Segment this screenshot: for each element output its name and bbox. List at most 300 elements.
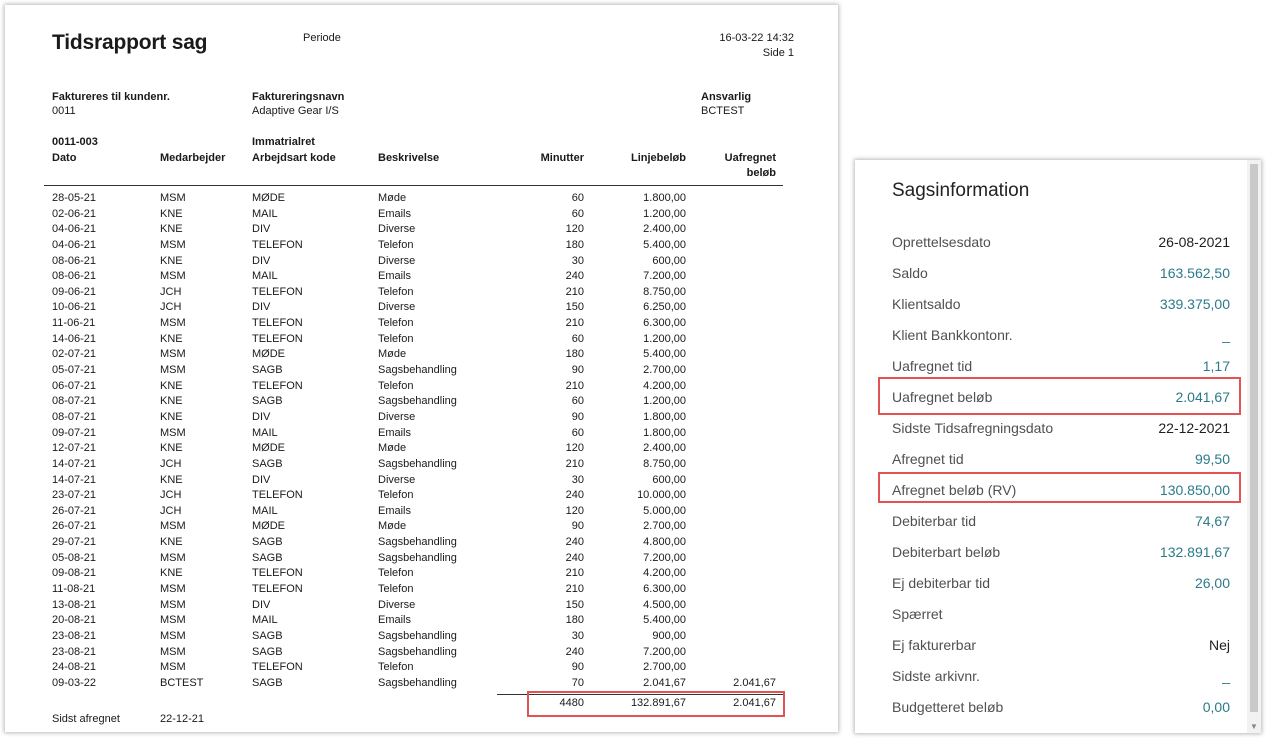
- table-row: [5, 238, 838, 254]
- cell-employee: MSM: [160, 426, 186, 439]
- info-field-label: Oprettelsesdato: [892, 234, 991, 250]
- cell-description: Telefon: [378, 332, 414, 345]
- cell-minutes: 30: [571, 473, 584, 486]
- info-field: [892, 661, 1230, 692]
- cell-line-amount: 1.200,00: [643, 395, 686, 408]
- cell-employee: MSM: [160, 598, 186, 611]
- cell-code: TELEFON: [252, 489, 303, 502]
- cell-employee: MSM: [160, 583, 186, 596]
- table-row: [5, 332, 838, 348]
- cell-description: Emails: [378, 614, 412, 627]
- cell-description: Sagsbehandling: [378, 457, 457, 470]
- cell-code: MAIL: [252, 270, 278, 283]
- total-line-amount: 132.891,67: [630, 697, 686, 709]
- cell-line-amount: 1.800,00: [643, 426, 686, 439]
- case-number: 0011-003: [52, 136, 98, 148]
- info-field-label: Uafregnet beløb: [892, 389, 993, 405]
- scroll-down-icon[interactable]: ▼: [1250, 722, 1258, 731]
- cell-description: Diverse: [378, 301, 416, 314]
- table-row: [5, 488, 838, 504]
- cell-employee: MSM: [160, 348, 186, 361]
- info-field-label: Spærret: [892, 606, 943, 622]
- cell-description: Diverse: [378, 473, 416, 486]
- cell-line-amount: 6.300,00: [643, 583, 686, 596]
- info-field-label: Debiterbart beløb: [892, 544, 1001, 560]
- cell-code: DIV: [252, 473, 271, 486]
- cell-line-amount: 5.400,00: [643, 614, 686, 627]
- cell-employee: KNE: [160, 254, 183, 267]
- time-report-page: [5, 5, 838, 732]
- cell-code: DIV: [252, 410, 271, 423]
- cell-line-amount: 2.700,00: [643, 661, 686, 674]
- cell-employee: KNE: [160, 332, 183, 345]
- table-row: [5, 394, 838, 410]
- cell-description: Telefon: [378, 567, 414, 580]
- cell-description: Sagsbehandling: [378, 676, 457, 689]
- info-field-label: Klient Bankkontonr.: [892, 327, 1013, 343]
- cell-line-amount: 2.700,00: [643, 520, 686, 533]
- cell-description: Møde: [378, 520, 407, 533]
- cell-date: 08-07-21: [52, 395, 97, 408]
- page-number: Side 1: [762, 47, 794, 59]
- cell-line-amount: 2.400,00: [643, 223, 686, 236]
- cell-code: DIV: [252, 301, 271, 314]
- cell-employee: KNE: [160, 536, 183, 549]
- cell-line-amount: 600,00: [652, 473, 686, 486]
- info-field: [892, 444, 1230, 475]
- cell-line-amount: 2.041,67: [643, 676, 686, 689]
- table-row: [5, 441, 838, 457]
- cell-minutes: 240: [565, 489, 584, 502]
- cell-employee: KNE: [160, 207, 183, 220]
- case-name: Immatrialret: [252, 136, 315, 148]
- cell-minutes: 180: [565, 238, 584, 251]
- cell-minutes: 210: [565, 285, 584, 298]
- cell-line-amount: 900,00: [652, 629, 686, 642]
- cell-employee: JCH: [160, 457, 182, 470]
- totals-highlight: [527, 691, 785, 717]
- cell-line-amount: 4.200,00: [643, 379, 686, 392]
- cell-code: SAGB: [252, 395, 283, 408]
- cell-code: TELEFON: [252, 238, 303, 251]
- cell-code: MØDE: [252, 442, 285, 455]
- period-label: Periode: [303, 32, 341, 44]
- header-unbilled-1: Uafregnet: [724, 152, 776, 164]
- cell-minutes: 60: [571, 332, 584, 345]
- cell-minutes: 70: [571, 676, 584, 689]
- info-field-value[interactable]: 130.850,00: [1159, 482, 1230, 498]
- cell-date: 13-08-21: [52, 598, 97, 611]
- cell-line-amount: 8.750,00: [643, 457, 686, 470]
- info-field-value[interactable]: 1,17: [1202, 358, 1230, 374]
- cell-employee: KNE: [160, 567, 183, 580]
- cell-date: 05-07-21: [52, 364, 97, 377]
- cell-employee: KNE: [160, 473, 183, 486]
- info-field: [892, 289, 1230, 320]
- cell-minutes: 210: [565, 567, 584, 580]
- info-field: [892, 506, 1230, 537]
- cell-description: Sagsbehandling: [378, 364, 457, 377]
- info-field-label: Ej debiterbar tid: [892, 575, 991, 591]
- cell-line-amount: 1.800,00: [643, 192, 686, 204]
- customer-value: 0011: [52, 105, 76, 117]
- info-field-value[interactable]: 0,00: [1202, 699, 1230, 715]
- cell-employee: MSM: [160, 551, 186, 564]
- cell-code: SAGB: [252, 629, 283, 642]
- cell-line-amount: 2.700,00: [643, 364, 686, 377]
- table-row: [5, 191, 838, 207]
- table-row: [5, 504, 838, 520]
- cell-employee: JCH: [160, 504, 182, 517]
- cell-code: TELEFON: [252, 332, 303, 345]
- panel-title: Sagsinformation: [892, 180, 1030, 201]
- cell-minutes: 60: [571, 207, 584, 220]
- cell-date: 14-07-21: [52, 457, 97, 470]
- info-field: [892, 568, 1230, 599]
- cell-minutes: 180: [565, 614, 584, 627]
- cell-minutes: 90: [571, 661, 584, 674]
- cell-description: Sagsbehandling: [378, 536, 457, 549]
- cell-date: 26-07-21: [52, 520, 97, 533]
- info-field-label: Sidste arkivnr.: [892, 668, 980, 684]
- scrollbar-thumb[interactable]: [1250, 164, 1258, 712]
- cell-date: 08-06-21: [52, 270, 97, 283]
- cell-date: 09-08-21: [52, 567, 97, 580]
- header-minutes: Minutter: [540, 152, 584, 164]
- total-unbilled: 2.041,67: [733, 697, 776, 709]
- cell-date: 11-08-21: [52, 583, 96, 596]
- cell-description: Sagsbehandling: [378, 629, 457, 642]
- cell-description: Emails: [378, 207, 412, 220]
- cell-minutes: 240: [565, 270, 584, 283]
- cell-code: TELEFON: [252, 379, 303, 392]
- header-unbilled-2: beløb: [746, 167, 776, 179]
- table-row: [5, 426, 838, 442]
- cell-date: 09-06-21: [52, 285, 97, 298]
- table-row: [5, 582, 838, 598]
- cell-code: TELEFON: [252, 583, 303, 596]
- cell-minutes: 90: [571, 520, 584, 533]
- table-row: [5, 645, 838, 661]
- cell-minutes: 90: [571, 410, 584, 423]
- table-row: [5, 379, 838, 395]
- info-field-value[interactable]: _: [1222, 327, 1230, 343]
- cell-description: Telefon: [378, 661, 414, 674]
- cell-description: Møde: [378, 348, 407, 361]
- cell-description: Emails: [378, 426, 412, 439]
- cell-employee: MSM: [160, 629, 186, 642]
- cell-minutes: 30: [571, 629, 584, 642]
- table-row: [5, 207, 838, 223]
- cell-date: 05-08-21: [52, 551, 97, 564]
- table-row: [5, 457, 838, 473]
- info-field-value[interactable]: 163.562,50: [1159, 265, 1230, 281]
- cell-date: 14-06-21: [52, 332, 97, 345]
- cell-code: DIV: [252, 223, 271, 236]
- info-field: [892, 630, 1230, 661]
- cell-description: Telefon: [378, 379, 414, 392]
- cell-code: SAGB: [252, 551, 283, 564]
- cell-line-amount: 4.800,00: [643, 536, 686, 549]
- info-field-value[interactable]: 2.041,67: [1175, 389, 1230, 405]
- cell-line-amount: 7.200,00: [643, 551, 686, 564]
- cell-description: Emails: [378, 504, 412, 517]
- info-field: [892, 692, 1230, 723]
- cell-code: DIV: [252, 254, 271, 267]
- info-field-value[interactable]: 132.891,67: [1159, 544, 1230, 560]
- cell-date: 24-08-21: [52, 661, 97, 674]
- cell-date: 09-07-21: [52, 426, 97, 439]
- cell-date: 14-07-21: [52, 473, 97, 486]
- info-field-value[interactable]: 74,67: [1194, 513, 1230, 529]
- cell-minutes: 150: [565, 301, 584, 314]
- cell-employee: MSM: [160, 238, 186, 251]
- info-field-label: Afregnet beløb (RV): [892, 482, 1017, 498]
- cell-minutes: 240: [565, 536, 584, 549]
- table-row: [5, 300, 838, 316]
- cell-description: Sagsbehandling: [378, 551, 457, 564]
- info-field: [892, 227, 1230, 258]
- info-field-label: Klientsaldo: [892, 296, 961, 312]
- cell-date: 02-07-21: [52, 348, 97, 361]
- cell-code: MAIL: [252, 207, 278, 220]
- cell-description: Telefon: [378, 583, 414, 596]
- cell-date: 28-05-21: [52, 192, 97, 204]
- cell-line-amount: 4.500,00: [643, 598, 686, 611]
- cell-date: 20-08-21: [52, 614, 97, 627]
- cell-date: 06-07-21: [52, 379, 97, 392]
- info-field: [892, 537, 1230, 568]
- table-row: [5, 519, 838, 535]
- table-row: [5, 566, 838, 582]
- cell-code: DIV: [252, 598, 271, 611]
- info-field: [892, 413, 1230, 444]
- table-row: [5, 347, 838, 363]
- table-row: [5, 269, 838, 285]
- cell-minutes: 60: [571, 395, 584, 408]
- header-employee: Medarbejder: [160, 152, 226, 164]
- cell-description: Sagsbehandling: [378, 645, 457, 658]
- info-field-label: Uafregnet tid: [892, 358, 973, 374]
- cell-employee: JCH: [160, 285, 182, 298]
- table-row: [5, 551, 838, 567]
- cell-code: TELEFON: [252, 317, 303, 330]
- cell-description: Telefon: [378, 238, 414, 251]
- cell-code: SAGB: [252, 364, 283, 377]
- customer-label: Faktureres til kundenr.: [52, 91, 170, 103]
- cell-date: 02-06-21: [52, 207, 97, 220]
- cell-description: Telefon: [378, 285, 414, 298]
- info-field-value[interactable]: _: [1222, 668, 1230, 684]
- unbilled-amount-highlight: [878, 377, 1241, 415]
- cell-minutes: 60: [571, 192, 584, 204]
- cell-line-amount: 1.200,00: [643, 207, 686, 220]
- case-info-panel: [855, 160, 1261, 733]
- cell-code: MØDE: [252, 520, 285, 533]
- panel-scrollbar[interactable]: [1247, 160, 1261, 733]
- cell-description: Diverse: [378, 254, 416, 267]
- info-field-value: Nej: [1208, 637, 1230, 653]
- cell-date: 04-06-21: [52, 223, 97, 236]
- cell-employee: KNE: [160, 395, 183, 408]
- cell-date: 11-06-21: [52, 317, 96, 330]
- cell-line-amount: 600,00: [652, 254, 686, 267]
- header-line-amount: Linjebeløb: [631, 152, 686, 164]
- cell-employee: MSM: [160, 614, 186, 627]
- info-field-value[interactable]: 339.375,00: [1159, 296, 1230, 312]
- table-row: [5, 598, 838, 614]
- cell-code: TELEFON: [252, 567, 303, 580]
- cell-minutes: 150: [565, 598, 584, 611]
- cell-line-amount: 5.400,00: [643, 348, 686, 361]
- info-field-value: 26-08-2021: [1158, 234, 1230, 250]
- cell-description: Møde: [378, 442, 407, 455]
- cell-employee: KNE: [160, 223, 183, 236]
- cell-minutes: 210: [565, 457, 584, 470]
- cell-line-amount: 7.200,00: [643, 270, 686, 283]
- info-field-value[interactable]: 26,00: [1194, 575, 1230, 591]
- last-billed-value: 22-12-21: [160, 713, 205, 725]
- info-field-label: Afregnet tid: [892, 451, 964, 467]
- table-row: [5, 535, 838, 551]
- table-row: [5, 316, 838, 332]
- cell-line-amount: 10.000,00: [637, 489, 686, 502]
- cell-employee: KNE: [160, 442, 183, 455]
- cell-code: SAGB: [252, 457, 283, 470]
- cell-minutes: 210: [565, 583, 584, 596]
- cell-employee: MSM: [160, 645, 186, 658]
- cell-employee: MSM: [160, 364, 186, 377]
- info-field: [892, 599, 1230, 630]
- cell-line-amount: 5.000,00: [643, 504, 686, 517]
- table-row: [5, 629, 838, 645]
- last-billed-label: Sidst afregnet: [52, 713, 120, 725]
- table-row: [5, 473, 838, 489]
- report-datetime: 16-03-22 14:32: [719, 32, 794, 44]
- info-field-value: 22-12-2021: [1158, 420, 1230, 436]
- cell-employee: MSM: [160, 192, 186, 204]
- total-minutes: 4480: [559, 697, 584, 709]
- cell-date: 08-06-21: [52, 254, 97, 267]
- responsible-value: BCTEST: [701, 105, 745, 117]
- header-code: Arbejdsart kode: [252, 152, 336, 164]
- table-row: [5, 254, 838, 270]
- cell-employee: MSM: [160, 317, 186, 330]
- cell-code: MAIL: [252, 504, 278, 517]
- cell-line-amount: 1.800,00: [643, 410, 686, 423]
- header-description: Beskrivelse: [378, 152, 440, 164]
- cell-minutes: 120: [565, 504, 584, 517]
- cell-line-amount: 4.200,00: [643, 567, 686, 580]
- cell-line-amount: 5.400,00: [643, 238, 686, 251]
- cell-code: MAIL: [252, 426, 278, 439]
- billed-amount-highlight: [878, 472, 1241, 503]
- cell-minutes: 120: [565, 442, 584, 455]
- table-row: [5, 613, 838, 629]
- table-row: [5, 660, 838, 676]
- cell-date: 12-07-21: [52, 442, 97, 455]
- cell-date: 04-06-21: [52, 238, 97, 251]
- billing-name-value: Adaptive Gear I/S: [252, 105, 339, 117]
- cell-employee: MSM: [160, 520, 186, 533]
- cell-date: 23-08-21: [52, 629, 97, 642]
- cell-description: Diverse: [378, 598, 416, 611]
- time-entries-table: [5, 191, 838, 692]
- cell-code: MØDE: [252, 348, 285, 361]
- table-row: [5, 410, 838, 426]
- info-field-label: Debiterbar tid: [892, 513, 977, 529]
- cell-minutes: 240: [565, 645, 584, 658]
- cell-code: SAGB: [252, 536, 283, 549]
- header-date: Dato: [52, 152, 77, 164]
- cell-employee: KNE: [160, 410, 183, 423]
- cell-description: Sagsbehandling: [378, 395, 457, 408]
- cell-line-amount: 2.400,00: [643, 442, 686, 455]
- cell-description: Emails: [378, 270, 412, 283]
- billing-name-label: Faktureringsnavn: [252, 91, 345, 103]
- table-row: [5, 363, 838, 379]
- cell-employee: MSM: [160, 270, 186, 283]
- cell-code: SAGB: [252, 676, 283, 689]
- info-field-label: Ej fakturerbar: [892, 637, 977, 653]
- cell-description: Telefon: [378, 489, 414, 502]
- cell-date: 08-07-21: [52, 410, 97, 423]
- cell-code: MAIL: [252, 614, 278, 627]
- cell-minutes: 210: [565, 379, 584, 392]
- cell-description: Telefon: [378, 317, 414, 330]
- table-row: [5, 285, 838, 301]
- cell-line-amount: 8.750,00: [643, 285, 686, 298]
- cell-minutes: 120: [565, 223, 584, 236]
- cell-code: TELEFON: [252, 285, 303, 298]
- cell-line-amount: 6.250,00: [643, 301, 686, 314]
- cell-date: 23-07-21: [52, 489, 97, 502]
- info-field: [892, 258, 1230, 289]
- info-field-label: Saldo: [892, 265, 928, 281]
- cell-minutes: 30: [571, 254, 584, 267]
- cell-minutes: 60: [571, 426, 584, 439]
- cell-date: 10-06-21: [52, 301, 97, 314]
- info-field-value[interactable]: 99,50: [1194, 451, 1230, 467]
- cell-description: Diverse: [378, 410, 416, 423]
- cell-line-amount: 6.300,00: [643, 317, 686, 330]
- cell-employee: JCH: [160, 301, 182, 314]
- table-row: [5, 222, 838, 238]
- cell-employee: JCH: [160, 489, 182, 502]
- cell-date: 09-03-22: [52, 676, 97, 689]
- cell-description: Møde: [378, 192, 407, 204]
- cell-code: MØDE: [252, 192, 285, 204]
- cell-date: 23-08-21: [52, 645, 97, 658]
- cell-unbilled: 2.041,67: [733, 676, 776, 689]
- header-divider: [44, 185, 783, 186]
- table-row: [5, 676, 838, 692]
- cell-description: Diverse: [378, 223, 416, 236]
- cell-line-amount: 7.200,00: [643, 645, 686, 658]
- cell-minutes: 90: [571, 364, 584, 377]
- responsible-label: Ansvarlig: [701, 91, 752, 103]
- cell-line-amount: 1.200,00: [643, 332, 686, 345]
- cell-employee: BCTEST: [160, 676, 204, 689]
- cell-employee: MSM: [160, 661, 186, 674]
- cell-minutes: 240: [565, 551, 584, 564]
- info-field-label: Sidste Tidsafregningsdato: [892, 420, 1054, 436]
- cell-code: SAGB: [252, 645, 283, 658]
- cell-employee: KNE: [160, 379, 183, 392]
- info-field-label: Budgetteret beløb: [892, 699, 1004, 715]
- cell-date: 29-07-21: [52, 536, 97, 549]
- cell-minutes: 210: [565, 317, 584, 330]
